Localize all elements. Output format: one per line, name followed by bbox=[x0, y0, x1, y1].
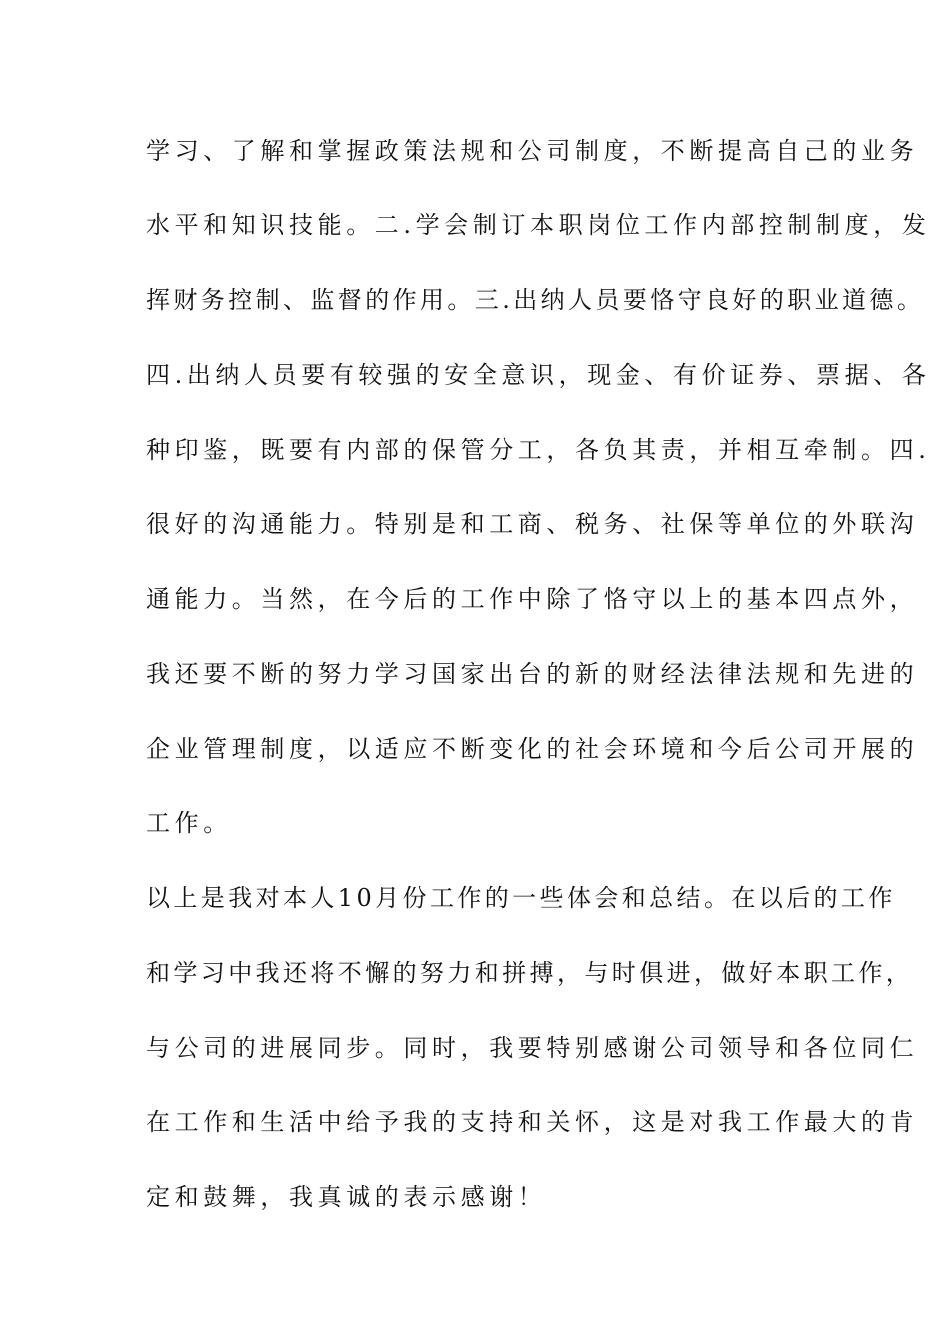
text-line: 学习、了解和掌握政策法规和公司制度，不断提高自己的业务 bbox=[146, 137, 919, 165]
text-line: 和学习中我还将不懈的努力和拼搏，与时俱进，做好本职工作， bbox=[146, 959, 914, 987]
text-line: 定和鼓舞，我真诚的表示感谢！ bbox=[146, 1183, 547, 1211]
text-line: 以上是我对本人10月份工作的一些体会和总结。在以后的工作 bbox=[146, 884, 896, 912]
text-line: 种印鉴，既要有内部的保管分工，各负其责，并相互牵制。四. bbox=[146, 436, 931, 464]
text-line: 水平和知识技能。二.学会制订本职岗位工作内部控制制度，发 bbox=[146, 211, 931, 239]
text-line: 与公司的进展同步。同时，我要特别感谢公司领导和各位同仁 bbox=[146, 1034, 919, 1062]
text-line: 企业管理制度，以适应不断变化的社会环境和今后公司开展的 bbox=[146, 735, 919, 763]
text-line: 我还要不断的努力学习国家出台的新的财经法律法规和先进的 bbox=[146, 660, 919, 688]
text-line: 挥财务控制、监督的作用。三.出纳人员要恪守良好的职业道德。 bbox=[146, 286, 925, 314]
text-line: 工作。 bbox=[146, 809, 232, 837]
text-line: 四.出纳人员要有较强的安全意识，现金、有价证券、票据、各 bbox=[146, 361, 931, 389]
text-line: 在工作和生活中给予我的支持和关怀，这是对我工作最大的肯 bbox=[146, 1108, 919, 1136]
text-line: 很好的沟通能力。特别是和工商、税务、社保等单位的外联沟 bbox=[146, 510, 919, 538]
text-line: 通能力。当然，在今后的工作中除了恪守以上的基本四点外， bbox=[146, 585, 919, 613]
